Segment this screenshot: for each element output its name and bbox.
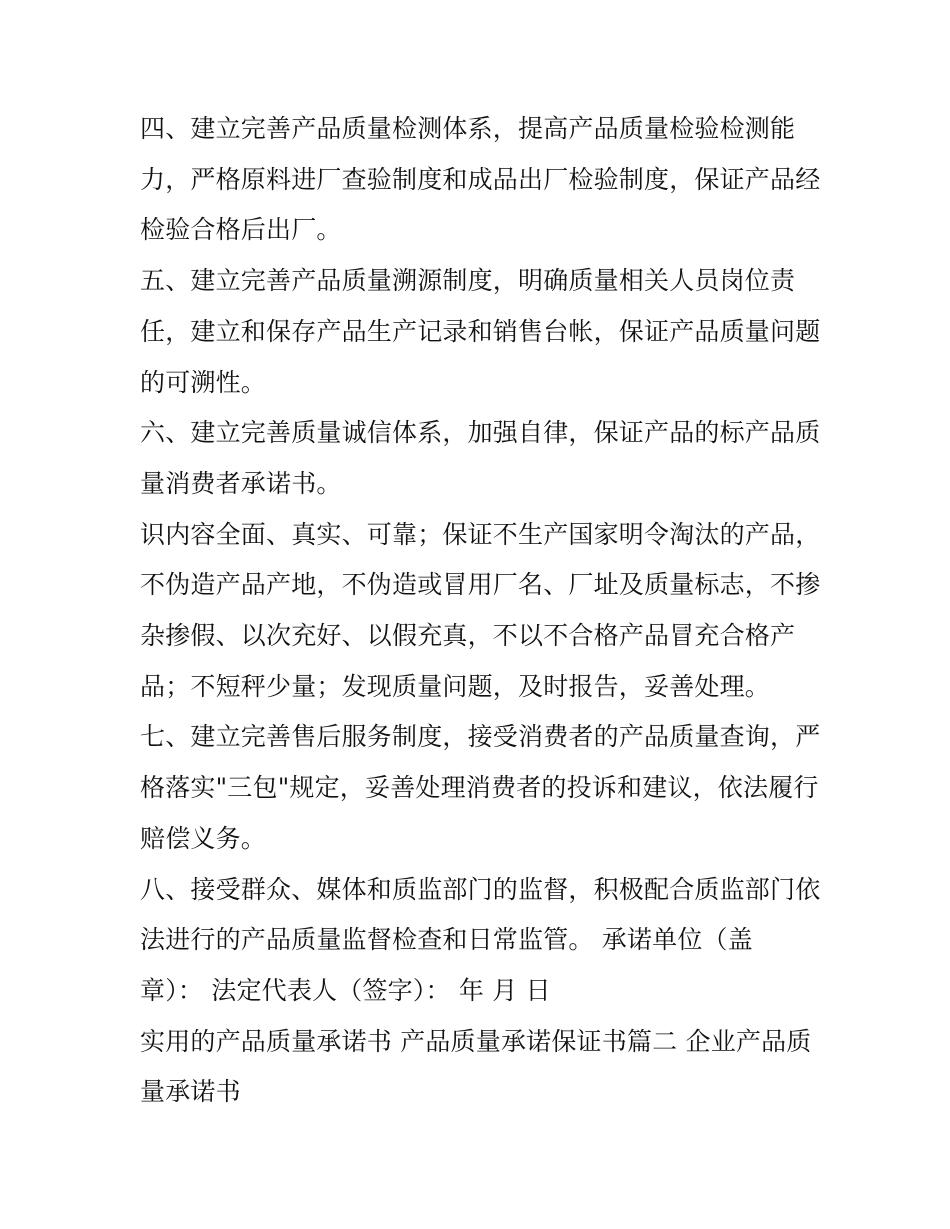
text-line: 法进行的产品质量监督检查和日常监管。 承诺单位（盖 <box>140 925 753 955</box>
text-line: 七、建立完善售后服务制度，接受消费者的产品质量查询，严 <box>140 722 821 752</box>
text-line: 章）： 法定代表人（签字）： 年 月 日 <box>140 975 551 1005</box>
text-line: 赔偿义务。 <box>140 823 267 853</box>
text-line: 品；不短秤少量；发现质量问题，及时报告，妥善处理。 <box>140 671 771 701</box>
text-line: 八、接受群众、媒体和质监部门的监督，积极配合质监部门依 <box>140 874 821 904</box>
text-line: 不伪造产品产地，不伪造或冒用厂名、厂址及质量标志，不掺 <box>140 570 821 600</box>
text-line: 力，严格原料进厂查验制度和成品出厂检验制度，保证产品经 <box>140 164 821 194</box>
text-line: 格落实"三包"规定，妥善处理消费者的投诉和建议，依法履行 <box>140 773 819 803</box>
text-line: 实用的产品质量承诺书 产品质量承诺保证书篇二 企业产品质 <box>140 1026 812 1056</box>
text-line: 四、建立完善产品质量检测体系，提高产品质量检验检测能 <box>140 114 796 143</box>
text-line: 任，建立和保存产品生产记录和销售台帐，保证产品质量问题 <box>140 316 821 346</box>
text-line: 杂掺假、以次充好、以假充真，不以不合格产品冒充合格产 <box>140 621 796 651</box>
text-line: 识内容全面、真实、可靠；保证不生产国家明令淘汰的产品， <box>140 519 821 549</box>
document-page <box>140 104 840 1118</box>
text-line: 量消费者承诺书。 <box>140 468 342 498</box>
text-line: 五、建立完善产品质量溯源制度，明确质量相关人员岗位责 <box>140 266 796 296</box>
text-line: 的可溯性。 <box>140 367 267 397</box>
text-line: 六、建立完善质量诚信体系，加强自律，保证产品的标产品质 <box>140 418 821 448</box>
text-line: 检验合格后出厂。 <box>140 215 342 245</box>
text-line: 量承诺书 <box>140 1077 241 1107</box>
